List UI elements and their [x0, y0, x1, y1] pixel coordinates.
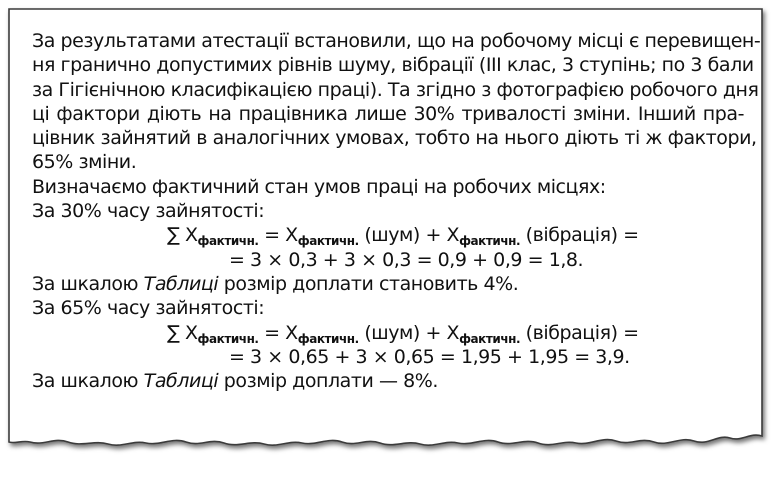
paragraph-line: За результатами атестації встановили, що на робочому місці є перевищен- [32, 30, 761, 52]
conclusion-italic: Таблиці [143, 370, 219, 393]
case1-result: = 3 × 0,3 + 3 × 0,3 = 0,9 + 0,9 = 1,8. [229, 248, 584, 271]
conclusion-text: За шкалою [32, 370, 144, 393]
case1-conclusion [32, 272, 744, 296]
formula-subscript: фактичн. [459, 234, 521, 249]
formula-subscript: фактичн. [459, 331, 521, 346]
formula-part: = X [258, 224, 298, 247]
formula-sum: ∑ X [167, 321, 198, 344]
formula-part: (вібрація) = [520, 321, 639, 344]
formula-subscript: фактичн. [197, 234, 259, 249]
intro-paragraph [32, 29, 761, 175]
formula-part: (вібрація) = [520, 224, 639, 247]
example-text [32, 29, 761, 393]
formula-subscript: фактичн. [297, 331, 359, 346]
paragraph-line: 65% зміни. [32, 151, 137, 174]
case2-heading: За 65% часу зайнятості: [32, 297, 265, 320]
case1-formula [32, 223, 744, 247]
conclusion-text: розмір доплати становить 4%. [218, 272, 519, 295]
define-line: Визначаємо фактичний стан умов праці на робочих місцях: [32, 175, 606, 198]
formula-part: = X [258, 321, 298, 344]
formula-part: (шум) + X [358, 224, 460, 247]
formula-subscript: фактичн. [297, 234, 359, 249]
formula-subscript: фактичн. [197, 331, 259, 346]
case1-heading: За 30% часу зайнятості: [32, 200, 265, 223]
paragraph-line: за Гігієнічною класифікацією праці). Та згідно з фотографією робочого дня [32, 78, 759, 101]
case2-conclusion [32, 369, 744, 393]
paragraph-line: ці фактори діють на працівника лише 30% тривалості зміни. Інший пра- [32, 102, 744, 125]
case2-result: = 3 × 0,65 + 3 × 0,65 = 1,95 + 1,95 = 3,9. [229, 345, 630, 368]
formula-part: (шум) + X [358, 321, 460, 344]
paragraph-line: цівник зайнятий в аналогічних умовах, тобто на нього діють ті ж фактори, [32, 127, 757, 150]
paragraph-line: ня гранично допустимих рівнів шуму, вібрації (ІІІ клас, 3 ступінь; по 3 бали [32, 54, 754, 77]
formula-sum: ∑ X [167, 224, 198, 247]
case2-formula [32, 321, 744, 345]
conclusion-text: розмір доплати — 8%. [218, 370, 438, 393]
conclusion-text: За шкалою [32, 272, 144, 295]
conclusion-italic: Таблиці [143, 272, 219, 295]
